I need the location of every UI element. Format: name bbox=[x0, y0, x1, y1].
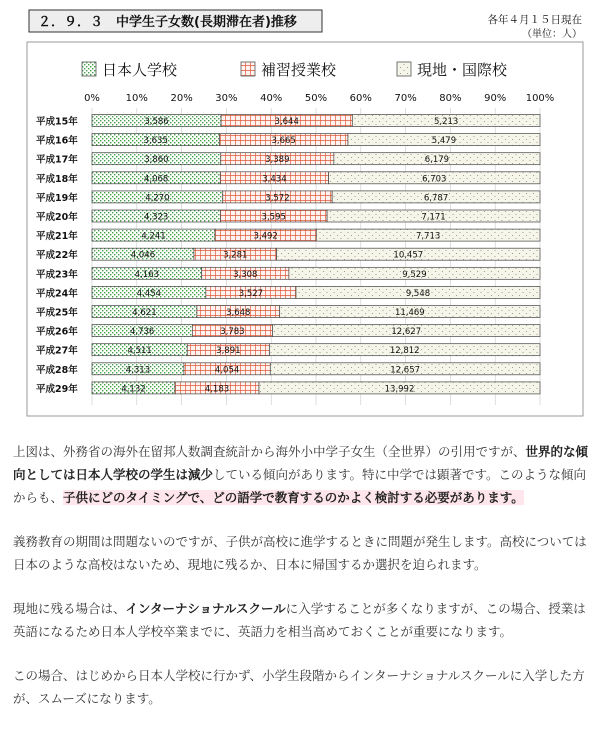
data-label: 4,241 bbox=[141, 231, 166, 242]
chart-header bbox=[29, 10, 582, 40]
p3-text-c: に入学することが多くなりますが、この場合、授業は英語になるため日本人学校卒業までに、英語力を相当高めておくことが重要になります。 bbox=[13, 601, 586, 639]
p1-text-c: している傾向があります。特に中学では顕著です。このような傾向からも、 bbox=[13, 467, 587, 505]
data-label: 4,183 bbox=[204, 384, 230, 395]
data-label: 3,783 bbox=[220, 327, 245, 338]
data-label: 4,454 bbox=[136, 288, 162, 299]
y-tick-label: 平成21年 bbox=[36, 231, 78, 243]
y-tick-label: 平成16年 bbox=[36, 135, 78, 147]
data-label: 9,548 bbox=[405, 288, 431, 299]
data-label: 3,891 bbox=[216, 346, 241, 357]
legend-label-2: 現地・国際校 bbox=[417, 61, 508, 79]
data-label: 3,572 bbox=[265, 193, 290, 204]
p3-text-a: 現地に残る場合は、 bbox=[13, 601, 126, 616]
data-label: 3,635 bbox=[143, 136, 168, 147]
chart-legend bbox=[82, 61, 508, 79]
data-label: 3,860 bbox=[144, 155, 169, 166]
y-tick-label: 平成24年 bbox=[36, 288, 78, 300]
data-label: 4,270 bbox=[145, 193, 170, 204]
data-label: 3,389 bbox=[265, 155, 290, 166]
x-tick-label: 10% bbox=[125, 93, 148, 104]
y-tick-label: 平成22年 bbox=[36, 250, 78, 262]
data-label: 9,529 bbox=[402, 269, 427, 280]
x-tick-label: 70% bbox=[394, 93, 417, 104]
y-tick-label: 平成19年 bbox=[36, 192, 78, 204]
paragraph-1 bbox=[13, 440, 591, 509]
x-tick-label: 100% bbox=[525, 93, 555, 104]
y-axis bbox=[36, 116, 78, 395]
p1-text-a: 上図は、外務省の海外在留邦人数調査統計から海外小中学子女生（全世界）の引用ですが、 bbox=[13, 444, 526, 459]
y-tick-label: 平成23年 bbox=[36, 269, 78, 281]
legend-swatch-0 bbox=[82, 62, 96, 76]
y-tick-label: 平成25年 bbox=[36, 307, 78, 319]
data-label: 6,703 bbox=[422, 174, 447, 185]
data-label: 11,469 bbox=[394, 308, 425, 318]
x-tick-label: 20% bbox=[170, 93, 193, 104]
data-label: 4,132 bbox=[121, 384, 146, 395]
data-label: 4,068 bbox=[143, 174, 169, 185]
paragraph-4: この場合、はじめから日本人学校に行かず、小学生段階からインターナショナルスクールに入学した方が、スムーズになります。 bbox=[13, 668, 585, 706]
unit-note: （単位：人） bbox=[522, 29, 582, 40]
data-label: 3,492 bbox=[253, 231, 278, 242]
y-tick-label: 平成18年 bbox=[36, 173, 78, 185]
data-label: 3,665 bbox=[271, 136, 296, 147]
data-label: 4,054 bbox=[214, 365, 240, 376]
y-tick-label: 平成15年 bbox=[36, 116, 78, 128]
p3-bold-international: インターナショナルスクール bbox=[125, 601, 286, 616]
legend-label-1: 補習授業校 bbox=[261, 61, 337, 79]
data-label: 4,323 bbox=[144, 212, 169, 223]
x-tick-label: 60% bbox=[349, 93, 372, 104]
y-tick-label: 平成28年 bbox=[36, 364, 78, 376]
x-tick-label: 40% bbox=[260, 93, 283, 104]
data-label: 4,163 bbox=[134, 269, 160, 280]
p1-bold-trend: 世界的な傾向としては日本人学校の学生は減少 bbox=[13, 444, 589, 482]
data-label: 3,527 bbox=[238, 288, 264, 299]
data-label: 7,713 bbox=[415, 231, 441, 242]
data-label: 13,992 bbox=[384, 384, 415, 395]
legend-swatch-2 bbox=[397, 62, 411, 76]
data-label: 4,511 bbox=[127, 346, 152, 357]
y-tick-label: 平成20年 bbox=[36, 212, 78, 223]
data-label: 5,213 bbox=[433, 117, 459, 127]
data-label: 12,657 bbox=[390, 365, 421, 376]
data-label: 3,648 bbox=[226, 308, 251, 318]
data-label: 3,308 bbox=[233, 269, 258, 280]
paragraph-3 bbox=[13, 597, 591, 643]
x-tick-label: 50% bbox=[304, 93, 328, 104]
chart-title: ２．９．３ 中学生子女数(長期滞在者)推移 bbox=[38, 15, 297, 30]
y-tick-label: 平成29年 bbox=[36, 383, 78, 395]
y-tick-label: 平成17年 bbox=[36, 154, 78, 166]
bars bbox=[92, 115, 540, 395]
data-label: 5,479 bbox=[431, 136, 457, 147]
data-label: 6,787 bbox=[423, 193, 449, 204]
data-label: 3,595 bbox=[261, 212, 286, 223]
x-tick-label: 80% bbox=[439, 93, 462, 104]
data-label: 3,434 bbox=[262, 174, 287, 185]
x-tick-label: 90% bbox=[484, 93, 507, 104]
legend-swatch-1 bbox=[241, 62, 255, 76]
x-tick-label: 0% bbox=[84, 93, 100, 104]
legend-label-0: 日本人学校 bbox=[102, 61, 178, 79]
data-label: 3,644 bbox=[274, 117, 299, 127]
p1-highlight: 子供にどのタイミングで、どの語学で教育するのかよく検討する必要があります。 bbox=[63, 490, 524, 505]
y-tick-label: 平成27年 bbox=[36, 345, 78, 357]
data-label: 7,171 bbox=[421, 212, 446, 223]
y-tick-label: 平成26年 bbox=[36, 326, 78, 338]
x-tick-label: 30% bbox=[215, 93, 238, 104]
data-label: 3,281 bbox=[223, 250, 248, 261]
paragraph-2: 義務教育の期間は問題ないのですが、子供が高校に進学するときに問題が発生します。高校については日本のような高校はないため、現地に残るか、日本に帰国するか選択を迫られます。 bbox=[13, 534, 587, 572]
data-label: 12,627 bbox=[391, 327, 422, 338]
date-note: 各年４月１５日現在 bbox=[487, 14, 582, 26]
article-body bbox=[13, 440, 591, 710]
data-label: 4,046 bbox=[130, 250, 156, 261]
data-label: 12,812 bbox=[389, 346, 420, 357]
data-label: 4,313 bbox=[125, 365, 151, 376]
data-label: 6,179 bbox=[424, 155, 450, 166]
data-label: 10,457 bbox=[393, 250, 424, 261]
data-label: 3,586 bbox=[144, 117, 169, 127]
data-label: 4,621 bbox=[132, 308, 157, 318]
data-label: 4,736 bbox=[129, 327, 155, 338]
